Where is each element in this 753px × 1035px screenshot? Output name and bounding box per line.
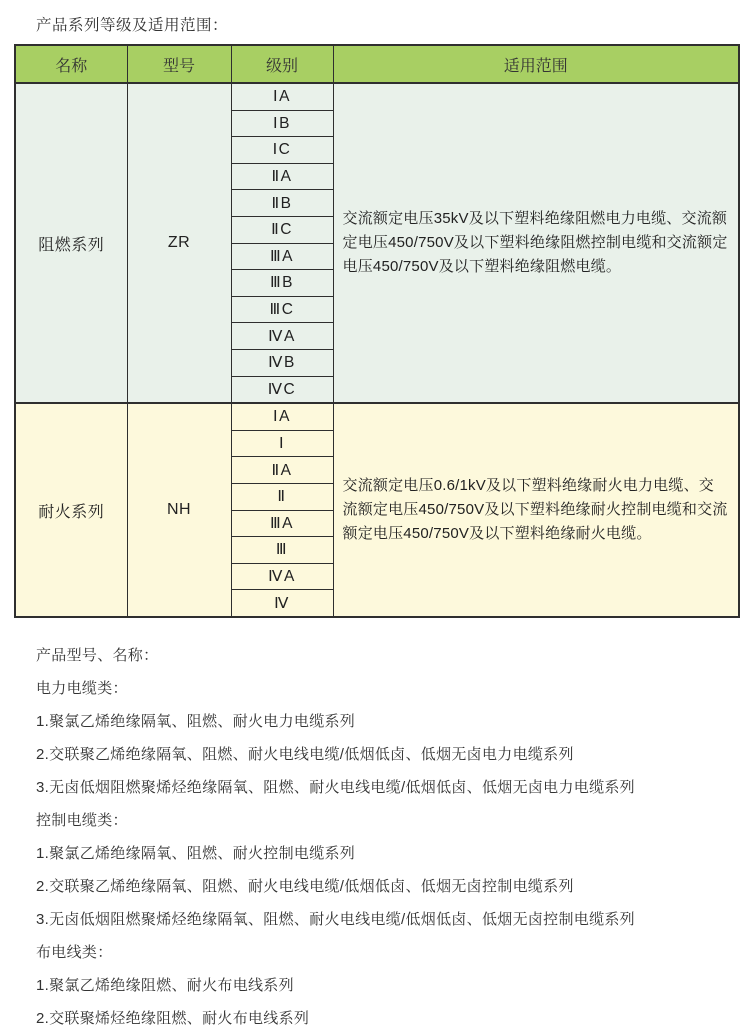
note-group-label: 电力电缆类： xyxy=(36,679,128,697)
grade-cell: ⅡA xyxy=(231,457,333,484)
grade-cell: ⅣA xyxy=(231,323,333,350)
header-cell-name: 名称 xyxy=(15,45,127,83)
grade-cell: ⅡA xyxy=(231,163,333,190)
table-section-nh xyxy=(15,403,739,617)
notes-title: 产品型号、名称： xyxy=(36,646,159,664)
note-line: 2.交联聚烯烃绝缘阻燃、耐火布电线系列 xyxy=(36,1009,310,1027)
grade-cell: Ⅳ xyxy=(231,590,333,617)
document-page xyxy=(0,13,753,1031)
grade-cell: ⅣC xyxy=(231,376,333,403)
grade-cell: ⅠA xyxy=(231,403,333,430)
table-header-row xyxy=(15,45,739,83)
grade-cell: ⅡB xyxy=(231,190,333,217)
notes-lines xyxy=(36,672,753,1035)
grade-cell: ⅠB xyxy=(231,110,333,137)
grade-cell: Ⅰ xyxy=(231,430,333,457)
page-title: 产品系列等级及适用范围： xyxy=(36,17,229,34)
table-row xyxy=(15,403,739,430)
grade-cell: Ⅲ xyxy=(231,537,333,564)
grade-cell: ⅠA xyxy=(231,83,333,110)
header-cell-grade: 级别 xyxy=(231,45,333,83)
grade-cell: ⅢB xyxy=(231,270,333,297)
model-cell: ZR xyxy=(127,83,231,403)
grade-cell: ⅢC xyxy=(231,296,333,323)
grade-cell: ⅢA xyxy=(231,243,333,270)
scope-cell: 交流额定电压35kV及以下塑料绝缘阻燃电力电缆、交流额定电压450/750V及以下塑料绝缘阻燃控制电缆和交流额定电压450/750V及以下塑料绝缘阻燃电缆。 xyxy=(333,83,739,403)
grade-cell: ⅣA xyxy=(231,563,333,590)
header-cell-scope: 适用范围 xyxy=(333,45,739,83)
grade-cell: Ⅱ xyxy=(231,483,333,510)
note-line: 1.聚氯乙烯绝缘隔氧、阻燃、耐火控制电缆系列 xyxy=(36,844,356,862)
notes-block xyxy=(36,639,753,1035)
note-group-label: 布电线类： xyxy=(36,943,113,961)
note-line: 1.聚氯乙烯绝缘隔氧、阻燃、耐火电力电缆系列 xyxy=(36,712,356,730)
header-cell-model: 型号 xyxy=(127,45,231,83)
grade-cell: ⅣB xyxy=(231,349,333,376)
table-row xyxy=(15,83,739,110)
note-line: 2.交联聚乙烯绝缘隔氧、阻燃、耐火电线电缆/低烟低卤、低烟无卤电力电缆系列 xyxy=(36,745,574,763)
note-group-label: 控制电缆类： xyxy=(36,811,128,829)
table-section-zr xyxy=(15,83,739,403)
note-line: 3.无卤低烟阻燃聚烯烃绝缘隔氧、阻燃、耐火电线电缆/低烟低卤、低烟无卤电力电缆系列 xyxy=(36,778,635,796)
series-name-cell: 阻燃系列 xyxy=(15,83,127,403)
series-name-cell: 耐火系列 xyxy=(15,403,127,617)
note-line: 2.交联聚乙烯绝缘隔氧、阻燃、耐火电线电缆/低烟低卤、低烟无卤控制电缆系列 xyxy=(36,877,574,895)
grade-cell: ⅢA xyxy=(231,510,333,537)
scope-cell: 交流额定电压0.6/1kV及以下塑料绝缘耐火电力电缆、交流额定电压450/750V及以下塑料绝缘耐火控制电缆和交流额定电压450/750V及以下塑料绝缘耐火电缆。 xyxy=(333,403,739,617)
note-line: 1.聚氯乙烯绝缘阻燃、耐火布电线系列 xyxy=(36,976,294,994)
grade-cell: ⅠC xyxy=(231,137,333,164)
grade-cell: ⅡC xyxy=(231,216,333,243)
product-series-table xyxy=(14,44,740,618)
model-cell: NH xyxy=(127,403,231,617)
note-line: 3.无卤低烟阻燃聚烯烃绝缘隔氧、阻燃、耐火电线电缆/低烟低卤、低烟无卤控制电缆系列 xyxy=(36,910,635,928)
